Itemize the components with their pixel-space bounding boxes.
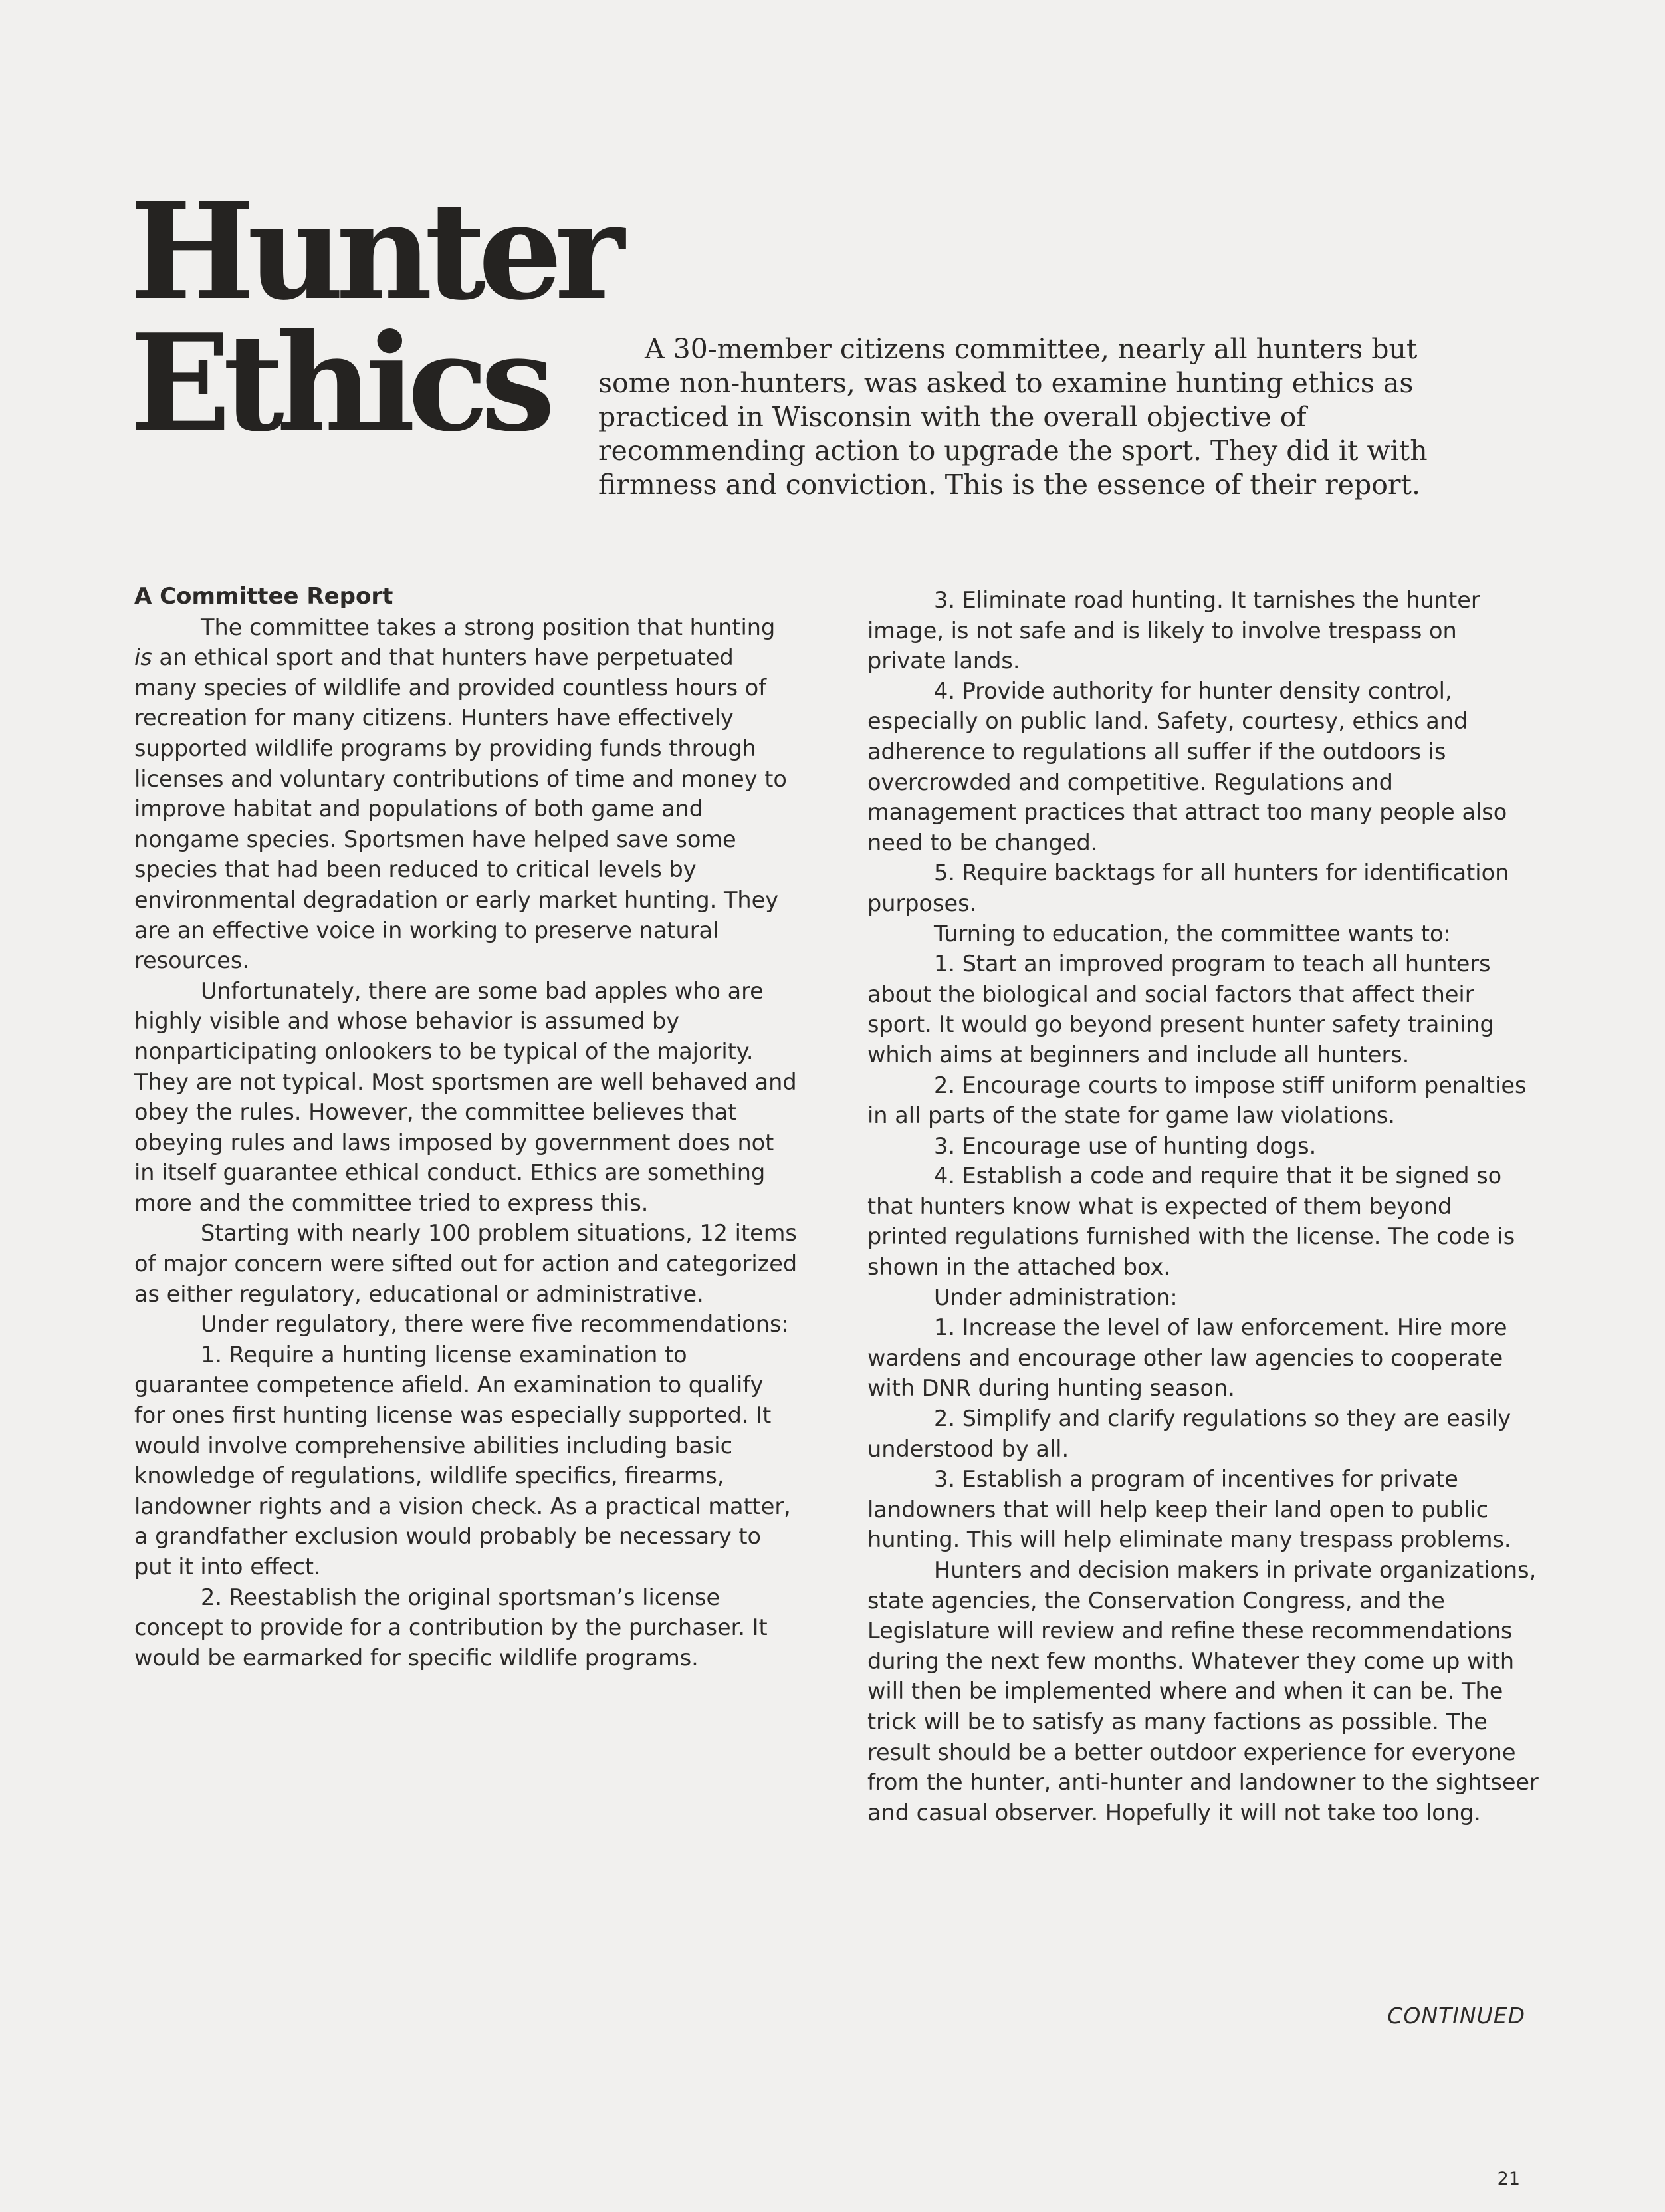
intro-paragraph <box>598 332 1436 502</box>
paragraph: Unfortunately, there are some bad apples who are highly visible and whose behavior is assumed by nonparticipating onlookers to be typical of the majority. They are not typical. Most sportsmen are well behaved and obey the rules. However, the committee believes that obeying rules and laws imposed by government does not in itself guarantee ethical conduct. Ethics are something more and the committee tried to express this. <box>134 977 797 1216</box>
right-column <box>867 585 1539 1828</box>
emphasis-text: is <box>134 644 152 671</box>
intro-text: A 30-member citizens committee, nearly all hunters but some non-hunters, was asked to examine hunting ethics as practiced in Wisconsin with the overall objective of recommending action to upgrade the sport. They did it with firmness and conviction. This is the essence of their report. <box>598 333 1428 501</box>
paragraph <box>134 612 799 976</box>
recommendation-item: 1. Increase the level of law enforcement. Hire more wardens and encourage other law agencies to cooperate with DNR during hunting season. <box>867 1314 1507 1402</box>
section-subhead: A Committee Report <box>134 583 393 610</box>
article-title <box>130 174 635 461</box>
paragraph: Hunters and decision makers in private organizations, state agencies, the Conservation Congress, and the Legislature will review and refine these recommendations during the next few months. Whatever they come up with will then be implemented where and when it can be. The trick will be to satisfy as many factions as possible. The result should be a better outdoor experience for everyone from the hunter, anti-hunter and landowner to the sightseer and casual observer. Hopefully it will not take too long. <box>867 1557 1539 1826</box>
recommendation-item: 3. Eliminate road hunting. It tarnishes the hunter image, is not safe and is likely to involve trespass on private lands. <box>867 587 1480 674</box>
paragraph: Under administration: <box>934 1284 1178 1310</box>
paragraph: Turning to education, the committee wants to: <box>934 920 1451 947</box>
recommendation-item: 2. Reestablish the original sportsman’s license concept to provide for a contribution by the purchaser. It would be earmarked for specific wildlife programs. <box>134 1584 768 1671</box>
paragraph-text: an ethical sport and that hunters have perpetuated many species of wildlife and provided countless hours of recreation for many citizens. Hunters have effectively supported wildlife programs by providing funds through licenses and voluntary contributions of time and money to improve habitat and populations of both game and nongame species. Sportsmen have helped save some species that had been reduced to critical levels by environmental degradation or early market hunting. They are an effective voice in working to preserve natural resources. <box>134 644 787 974</box>
recommendation-item: 3. Establish a program of incentives for private landowners that will help keep their land open to public hunting. This will help eliminate many trespass problems. <box>867 1466 1511 1553</box>
left-column <box>134 582 799 1673</box>
continued-label: CONTINUED <box>1387 2003 1525 2028</box>
recommendation-item: 1. Require a hunting license examination to guarantee competence afield. An examination to qualify for ones first hunting license was especially supported. It would involve comprehensive abilities including basic knowledge of regulations, wildlife specifics, firearms, landowner rights and a vision check. As a practical matter, a grandfather exclusion would probably be necessary to put it into effect. <box>134 1341 791 1580</box>
recommendation-item: 3. Encourage use of hunting dogs. <box>934 1132 1317 1159</box>
paragraph: Under regulatory, there were five recommendations: <box>201 1311 789 1338</box>
recommendation-item: 2. Encourage courts to impose stiff uniform penalties in all parts of the state for game law violations. <box>867 1072 1527 1129</box>
paragraph: Starting with nearly 100 problem situations, 12 items of major concern were sifted out for action and categorized as either regulatory, educational or administrative. <box>134 1220 798 1307</box>
recommendation-item: 4. Provide authority for hunter density control, especially on public land. Safety, courtesy, ethics and adherence to regulations all suffer if the outdoors is overcrowded and competitive. Regulations and management practices that attract too many people also need to be changed. <box>867 677 1507 856</box>
paragraph-text: The committee takes a strong position that hunting <box>201 614 776 640</box>
recommendation-item: 4. Establish a code and require that it be signed so that hunters know what is expected of them beyond printed regulations furnished with the license. The code is shown in the attached box. <box>867 1163 1515 1281</box>
page-number: 21 <box>1497 2169 1520 2189</box>
recommendation-item: 2. Simplify and clarify regulations so they are easily understood by all. <box>867 1406 1511 1462</box>
recommendation-item: 1. Start an improved program to teach all hunters about the biological and social factors that affect their sport. It would go beyond present hunter safety training which aims at beginners and include all hunters. <box>867 951 1494 1068</box>
recommendation-item: 5. Require backtags for all hunters for identification purposes. <box>867 860 1509 916</box>
title-line-2: Ethics <box>130 305 548 461</box>
title-line-1: Hunter <box>130 174 617 330</box>
